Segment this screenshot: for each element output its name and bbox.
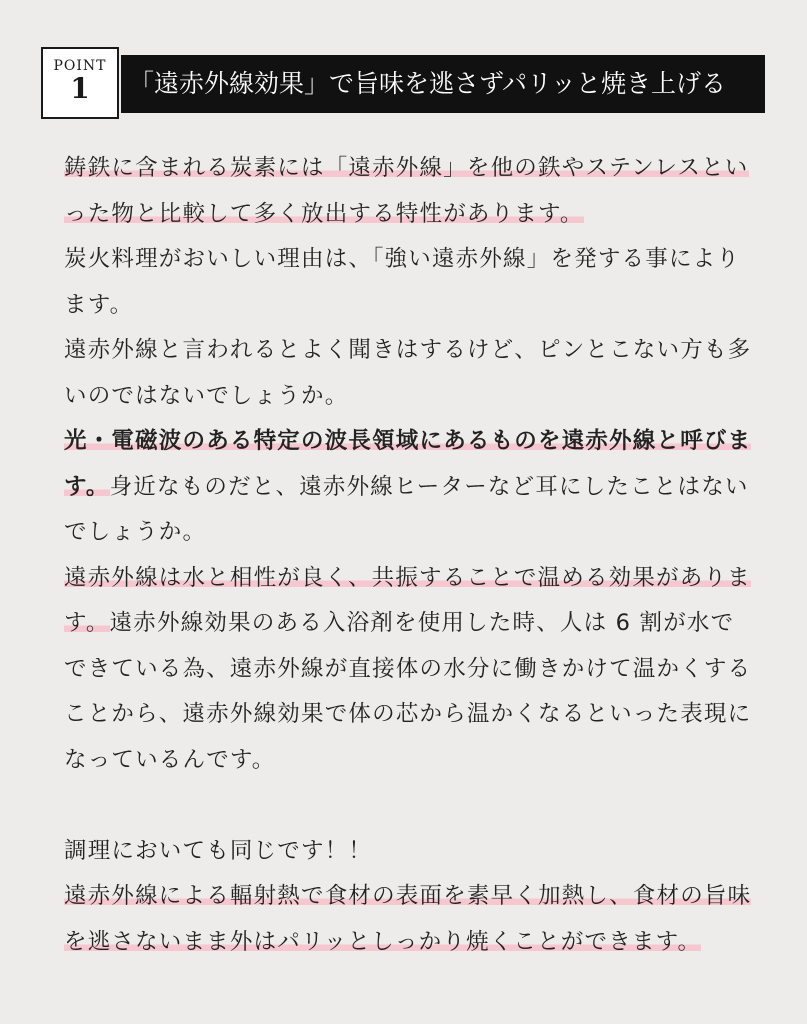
highlight-text: 鋳鉄に含まれる炭素には「遠赤外線」を他の鉄やステンレスといった物と比較して多く放出する特性があります。 (64, 155, 749, 227)
highlight-text: 遠赤外線は水と相性が良く、共振することで温める効果があります。 (64, 564, 751, 636)
paragraph-spacer (64, 783, 754, 829)
paragraph-water (64, 556, 754, 784)
paragraph-cooking: 調理においても同じです！！ (64, 837, 373, 864)
body-text (64, 146, 754, 965)
paragraph-question: 遠赤外線と言われるとよく聞きはするけど、ピンとこない方も多いのではないでしょうか。 (64, 337, 752, 409)
paragraph-radiant-heat (64, 874, 754, 965)
point-label: POINT (53, 58, 107, 74)
point-number: 1 (70, 72, 90, 105)
point-badge (41, 47, 119, 119)
plain-text: 身近なものだと、遠赤外線ヒーターなど耳にしたことはないでしょうか。 (64, 473, 749, 545)
paragraph-definition (64, 419, 754, 556)
highlight-text: 遠赤外線による輻射熱で食材の表面を素早く加熱し、食材の旨味を逃さないまま外はパリッとしっかり焼くことができます。 (64, 883, 752, 955)
section-title: 「遠赤外線効果」で旨味を逃さずパリッと焼き上げる (121, 55, 765, 113)
point-header (41, 47, 766, 119)
paragraph-carbon (64, 146, 754, 237)
plain-text: 遠赤外線効果のある入浴剤を使用した時、人は 6 割が水でできている為、遠赤外線が直接体の水分に働きかけて温かくすることから、遠赤外線効果で体の芯から温かくなるといった表現になっているんです。 (64, 610, 752, 773)
highlight-text: 光・電磁波のある特定の波長領域にあるものを遠赤外線と呼びます。 (64, 428, 752, 500)
paragraph-charcoal: 炭火料理がおいしい理由は、「強い遠赤外線」を発する事によります。 (64, 246, 741, 318)
